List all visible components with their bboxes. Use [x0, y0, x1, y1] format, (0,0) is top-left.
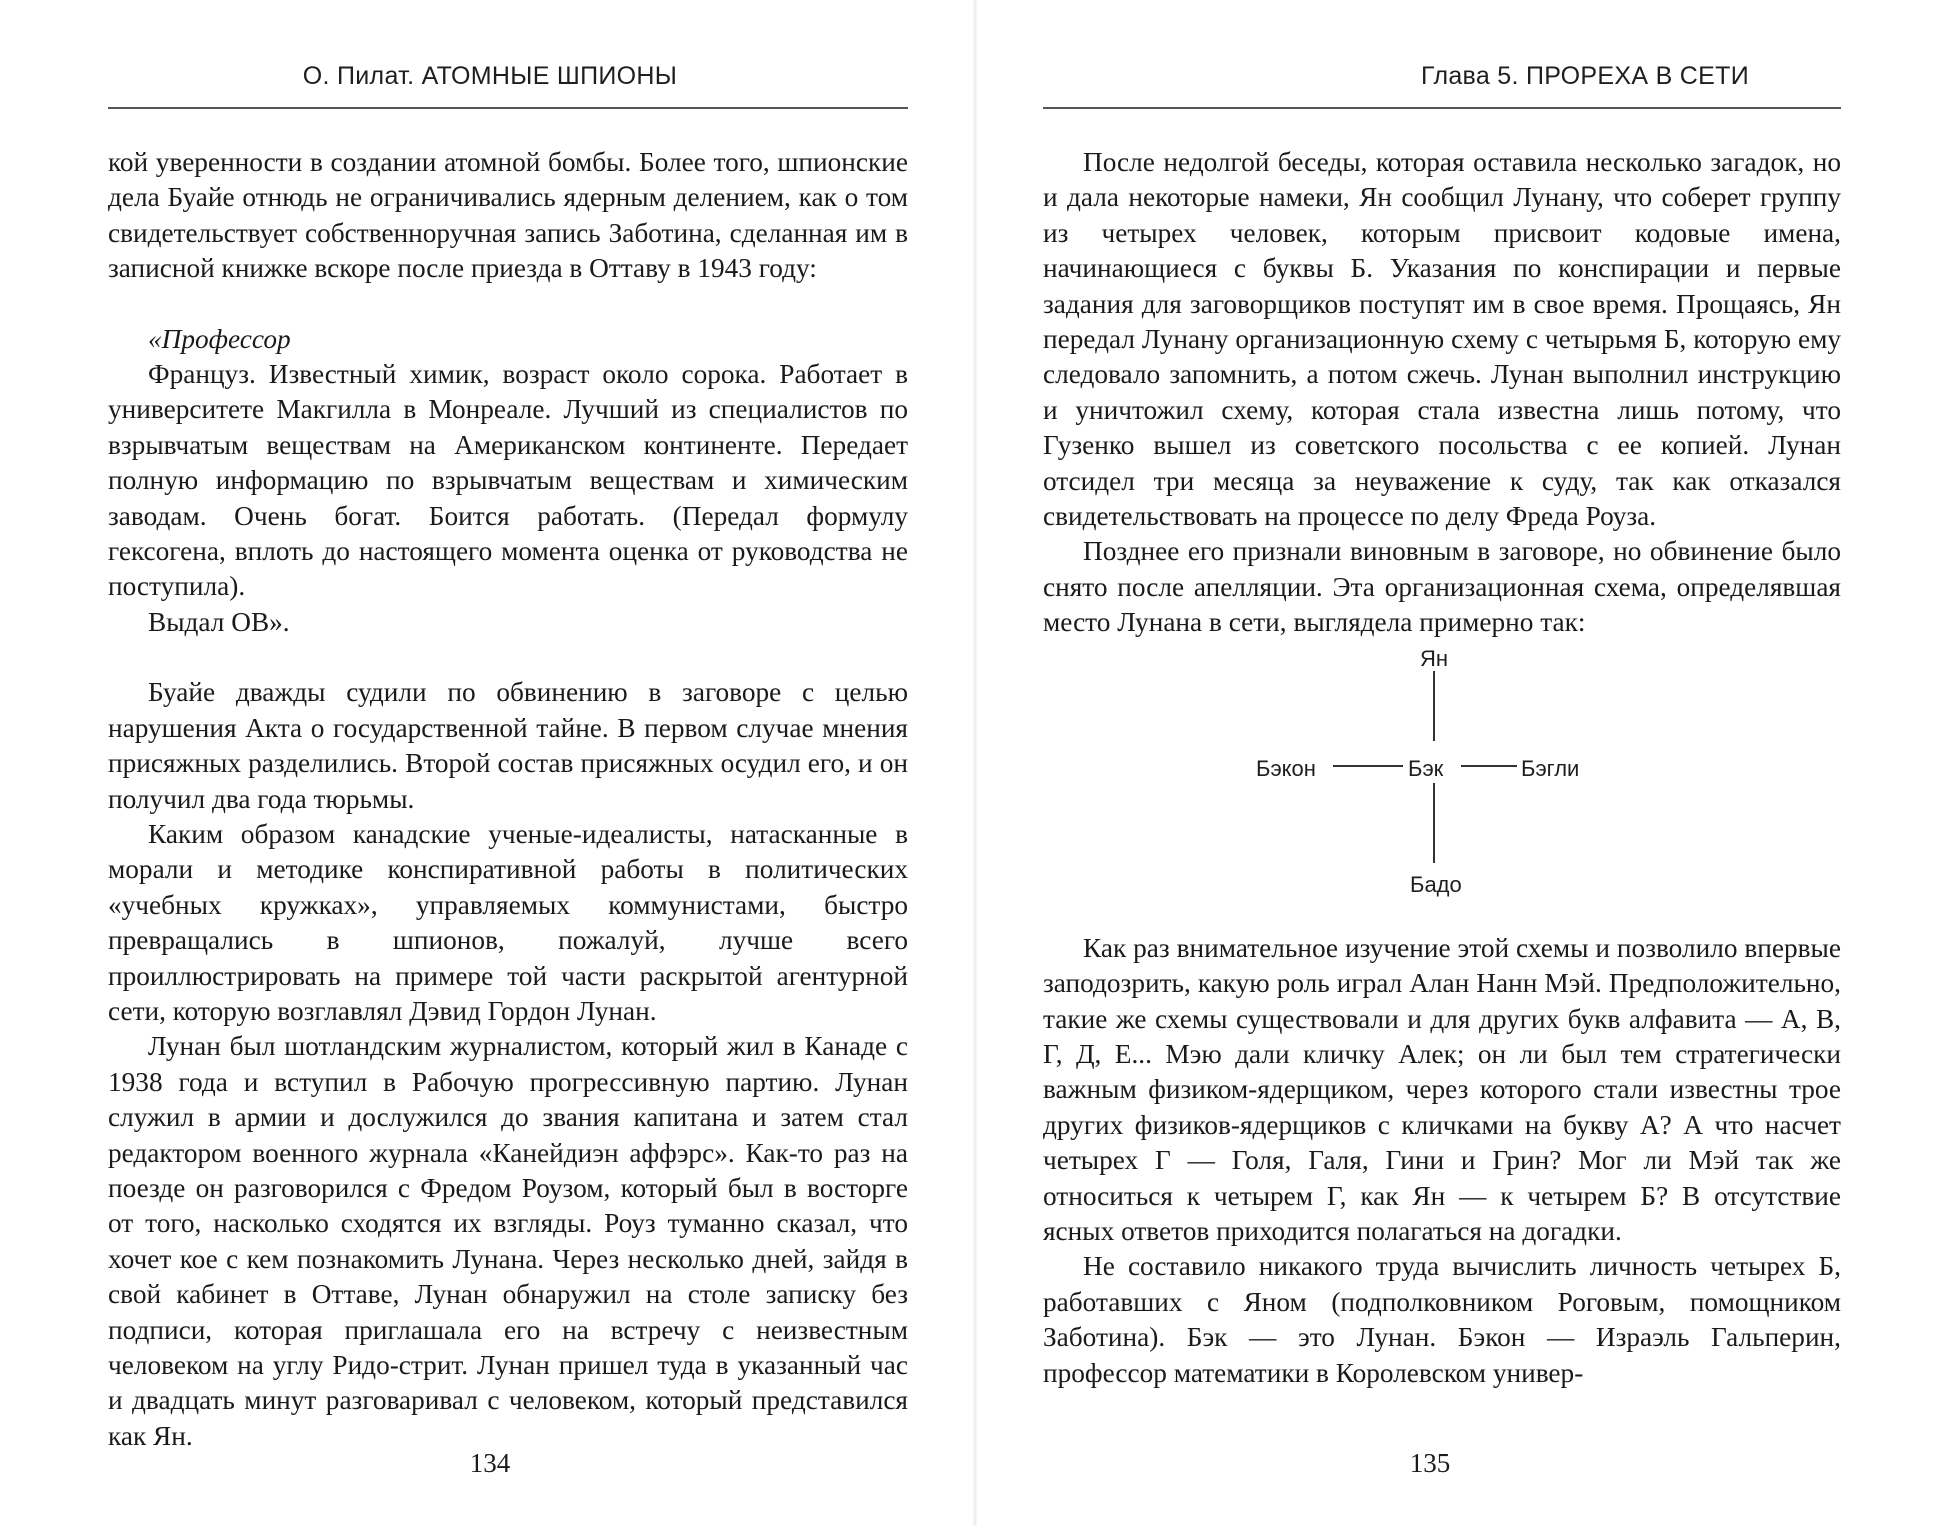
quote-paragraph: Француз. Известный химик, возраст около сорока. Работает в университете Макгилла в Монреале. Лучший из специалистов по взрывчатым веществам на Американском континенте. Передает полную информацию по взрывчатым веществам и химическим заводам. Очень богат. Боится работать. (Передал формулу гексогена, вплоть до настоящего момента оценка от руководства не поступила).	[108, 359, 908, 602]
paragraph: Каким образом канадские ученые-идеалисты, натасканные в морали и методике конспиративной работы в политических «учебных кружках», управляемых коммунистами, быстро превращались в шпионов, пожалуй, лучше всего проиллюстрировать на примере той части раскрытой агентурной сети, которую возглавлял Дэвид Гордон Лунан.	[108, 818, 908, 1026]
diagram-node-bottom: Бадо	[1410, 871, 1462, 897]
diagram-connector-top	[1433, 671, 1435, 741]
quote-heading: «Профессор	[148, 323, 291, 354]
paragraph: После недолгой беседы, которая оставила несколько загадок, но и дала некоторые намеки, Ян сообщил Лунану, что соберет группу из четырех человек, которым присвоит кодовые имена, начинающиеся с буквы Б. Указания по конспирации и первые задания для заговорщиков поступят им в свое время. Прощаясь, Ян передал Лунану организационную схему с четырьмя Б, которую ему следовало запомнить, а потом сжечь. Лунан выполнил инструкцию и уничтожил схему, которая стала известна лишь потому, что Гузенко вышел из советского посольства с ее копией. Лунан отсидел три месяца за неуважение к суду, так как отказался свидетельствовать на процессе по делу Фреда Роуза.	[1043, 147, 1841, 532]
paragraph: Буайе дважды судили по обвинению в заговоре с целью нарушения Акта о государственной тайне. В первом случае мнения присяжных разделились. Второй состав присяжных осудил его, и он получил два года тюрьмы.	[108, 677, 908, 814]
organization-diagram	[1043, 641, 1841, 931]
header-rule-left	[108, 107, 908, 109]
diagram-node-center: Бэк	[1408, 755, 1444, 781]
running-head-right: Глава 5. ПРОРЕХА В СЕТИ	[1421, 62, 1749, 90]
quote-closing: Выдал ОВ».	[148, 606, 290, 637]
paragraph: Лунан был шотландским журналистом, который жил в Канаде с 1938 года и вступил в Рабочую прогрессивную партию. Лунан служил в армии и дослужился до звания капитана и затем стал редактором военного журнала «Канейдиэн аффэрс». Как-то раз на поезде он разговорился с Фредом Роузом, который был в восторге от того, насколько сходятся их взгляды. Роуз туманно сказал, что хочет кое с кем познакомить Лунана. Через несколько дней, зайдя в свой кабинет в Оттаве, Лунан обнаружил на столе записку без подписи, которая приглашала его на встречу с неизвестным человеком на углу Ридо-стрит. Лунан пришел туда в указанный час и двадцать минут разговаривал с человеком, который представился как Ян.	[108, 1031, 908, 1451]
diagram-node-left: Бэкон	[1256, 755, 1316, 781]
header-rule-right	[1043, 107, 1841, 109]
paragraph: Не составило никакого труда вычислить личность четырех Б, работавших с Яном (подполковником Роговым, помощником Заботина). Бэк — это Лунан. Бэкон — Израэль Гальперин, профессор математики в Королевском универ-	[1043, 1251, 1841, 1388]
right-page-body	[1043, 145, 1841, 1391]
spacer	[108, 640, 908, 675]
right-page	[975, 0, 1950, 1526]
diagram-node-right: Бэгли	[1521, 755, 1580, 781]
paragraph: Позднее его признали виновным в заговоре, но обвинение было снято после апелляции. Эта организационная схема, определявшая место Лунана в сети, выглядела примерно так:	[1043, 536, 1841, 638]
running-head-left: О. Пилат. АТОМНЫЕ ШПИОНЫ	[302, 62, 678, 90]
diagram-node-top: Ян	[1420, 645, 1449, 671]
paragraph: Как раз внимательное изучение этой схемы и позволило впервые заподозрить, какую роль играл Алан Нанн Мэй. Предположительно, такие же схемы существовали и для других букв алфавита — А, В, Г, Д, Е... Мэю дали кличку Алек; он ли был тем стратегически важным физиком-ядерщиком, через которого стали известны трое других физиков-ядерщиков с кличками на букву А? А что насчет четырех Г — Голя, Галя, Гини и Грин? Мог ли Мэй так же относиться к четырем Г, как Ян — к четырем Б? В отсутствие ясных ответов приходится полагаться на догадки.	[1043, 932, 1841, 1246]
diagram-connector-left	[1333, 765, 1403, 767]
spacer	[108, 287, 908, 322]
diagram-connector-right	[1461, 765, 1517, 767]
left-page-body	[108, 145, 908, 1454]
diagram-connector-bottom	[1433, 783, 1435, 863]
page-number-left: 134	[469, 1448, 511, 1478]
intro-paragraph: кой уверенности в создании атомной бомбы. Более того, шпионские дела Буайе отнюдь не ограничивались ядерным делением, как о том свидетельствует собственноручная запись Заботина, сделанная им в записной книжке вскоре после приезда в Оттаву в 1943 году:	[108, 147, 908, 284]
page-number-right: 135	[1409, 1448, 1451, 1478]
